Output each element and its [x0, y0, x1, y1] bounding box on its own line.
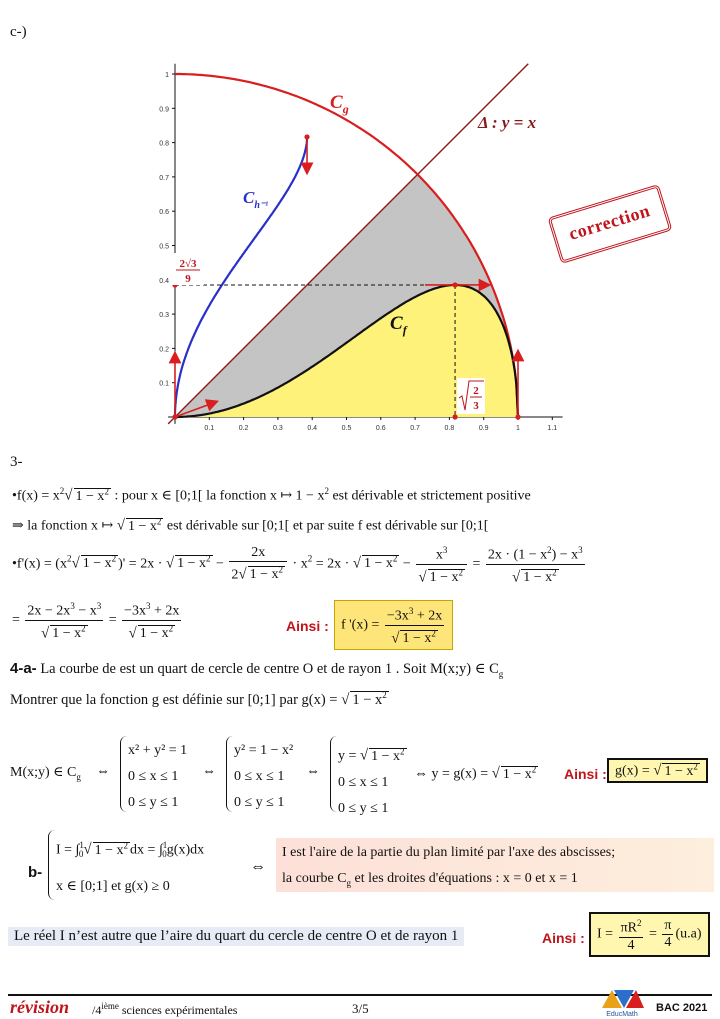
label-cg: $C_g$ — [330, 92, 349, 116]
q4a-m-lhs: M(x;y) ∈ $C_g$ — [10, 765, 81, 782]
q4b-integral: I = ∫$^1$0√ $1 - x^2$ dx = ∫$^1$0g(x)dx — [56, 840, 205, 859]
y-tick-label: 0.5 — [159, 243, 169, 251]
y-mark-numerator: 2√3 — [179, 258, 197, 270]
y-tick-label: 0.9 — [159, 106, 169, 114]
educmath-logo — [598, 986, 646, 1018]
q3-label: 3- — [10, 454, 23, 470]
x-mark-numerator: 2 — [473, 385, 479, 397]
q4b-interpretation-box: I est l'aire de la partie du plan limité par l'axe des abscisses; la courbe $C_g$ et les droites d'équations : x = 0 et x = 1 — [276, 838, 714, 892]
label-delta: Δ : y = x — [478, 113, 537, 132]
q3-line4: = $\frac{2x - 2x^3 - x^3}{√ 1 - x^2}$ = $\frac{-3x^3 + 2x}{√ 1 - x^2}$ — [12, 598, 183, 642]
y-tick-label: 0.6 — [159, 209, 169, 217]
x-tick-label: 0.4 — [307, 425, 318, 432]
q4a-line2: Montrer que la fonction g est définie sur [0;1] par g(x) = √ $1 - x^2$ — [10, 690, 387, 708]
correction-stamp: correction — [548, 184, 673, 264]
q4b-equiv: ⇔ — [250, 858, 266, 875]
footer-page: 3/5 — [352, 1001, 369, 1016]
q4a-line1: 4-a- La courbe de est un quart de cercle de centre O et de rayon 1 . Soit M(x;y) ∈ $C_g$ — [10, 660, 504, 679]
footer-bac: BAC 2021 — [656, 1002, 708, 1014]
y-tick-label: 1 — [165, 72, 169, 79]
y-tick-label: 0.1 — [159, 380, 169, 388]
y-tick-label: 0.4 — [159, 277, 169, 285]
x-tick-label: 0.2 — [238, 425, 249, 432]
q4a-result-box: g(x) = √ $1 - x^2$ — [607, 758, 708, 783]
q3-line1: •f(x) = $x^2√$ $1 - x^2$ : pour x ∈ [0;1[ la fonction x ↦ $1 - x^2$ est dérivable et strictement positive — [12, 486, 531, 504]
label-chinv: $C_{h^{-1}}$ — [243, 188, 269, 211]
q4a-final: ⇔ y = g(x) = √ $1 - x^2$ — [414, 764, 537, 782]
x-tick-label: 1 — [516, 425, 520, 432]
svg-text:EducMath: EducMath — [606, 1011, 638, 1018]
footer-revision: révision — [10, 997, 70, 1017]
q4a-system2: y² = 1 − x² 0 ≤ x ≤ 1 0 ≤ y ≤ 1 — [234, 743, 294, 810]
x-mark-denominator: 3 — [473, 400, 479, 412]
y-tick-label: 0.8 — [159, 140, 169, 148]
footer-level: /4ième sciences expérimentales — [92, 1001, 238, 1017]
q4b-condition: x ∈ [0;1] et g(x) ≥ 0 — [56, 879, 170, 894]
label-cf: $C_f$ — [390, 313, 407, 337]
x-tick-label: 1.1 — [547, 425, 558, 432]
q4b-conclusion: Le réel I n’est autre que l’aire du quart du cercle de centre O et de rayon 1 — [8, 927, 464, 946]
x-tick-label: 0.6 — [375, 425, 386, 432]
q4b-result-box: I = $\frac{\pi R^2}{4}$ = $\frac{\pi}{4}$ (u.a) — [589, 912, 710, 957]
x-tick-label: 0.1 — [204, 425, 215, 432]
section-label-c: c-) — [10, 24, 27, 40]
q4a-ainsi: Ainsi : — [564, 766, 607, 782]
q4a-equiv2: ⇔ — [202, 764, 216, 779]
y-tick-label: 0.3 — [159, 312, 169, 320]
q4a-equiv3: ⇔ — [306, 764, 320, 779]
q3-result-box: f '(x) = $\frac{-3x^3 + 2x}{√ 1 - x^2}$ — [334, 600, 453, 650]
x-tick-label: 0.9 — [478, 425, 489, 432]
q4b-ainsi: Ainsi : — [542, 930, 585, 946]
q3-line3: •f'(x) = ($x^2√$ $1 - x^2$ )' = 2x · √ $1 - x^2$ − $\frac{2x}{2√ 1 - x^2}$ · $x^2 = 2x$ · √ $1 - x^2$ − $\frac{x^3}{√ 1 - x^2}$ = $\frac{2x \cdot (1 - x^2) - x^3}{√ 1 - x^2}$ — [12, 542, 587, 586]
q4a-equiv1: ⇔ — [96, 764, 110, 779]
q4a-system3: y = √ $1 - x^2$ 0 ≤ x ≤ 1 0 ≤ y ≤ 1 — [338, 746, 405, 816]
x-tick-label: 0.8 — [444, 425, 455, 432]
q4b-label: b- — [28, 864, 43, 881]
y-mark-denominator: 9 — [185, 273, 191, 285]
q3-ainsi: Ainsi : — [286, 618, 329, 634]
point-marker — [452, 414, 457, 419]
q4a-system1: x² + y² = 1 0 ≤ x ≤ 1 0 ≤ y ≤ 1 — [128, 743, 188, 810]
x-tick-label: 0.5 — [341, 425, 352, 432]
y-tick-label: 0.7 — [159, 174, 169, 182]
x-tick-label: 0.3 — [273, 425, 283, 432]
q3-line2: ⇒ la fonction x ↦ √ $1 - x^2$ est dérivable sur [0;1[ et par suite f est dérivable sur [0;1[ — [12, 516, 489, 534]
x-tick-label: 0.7 — [410, 425, 420, 432]
y-tick-label: 0.2 — [159, 346, 169, 354]
